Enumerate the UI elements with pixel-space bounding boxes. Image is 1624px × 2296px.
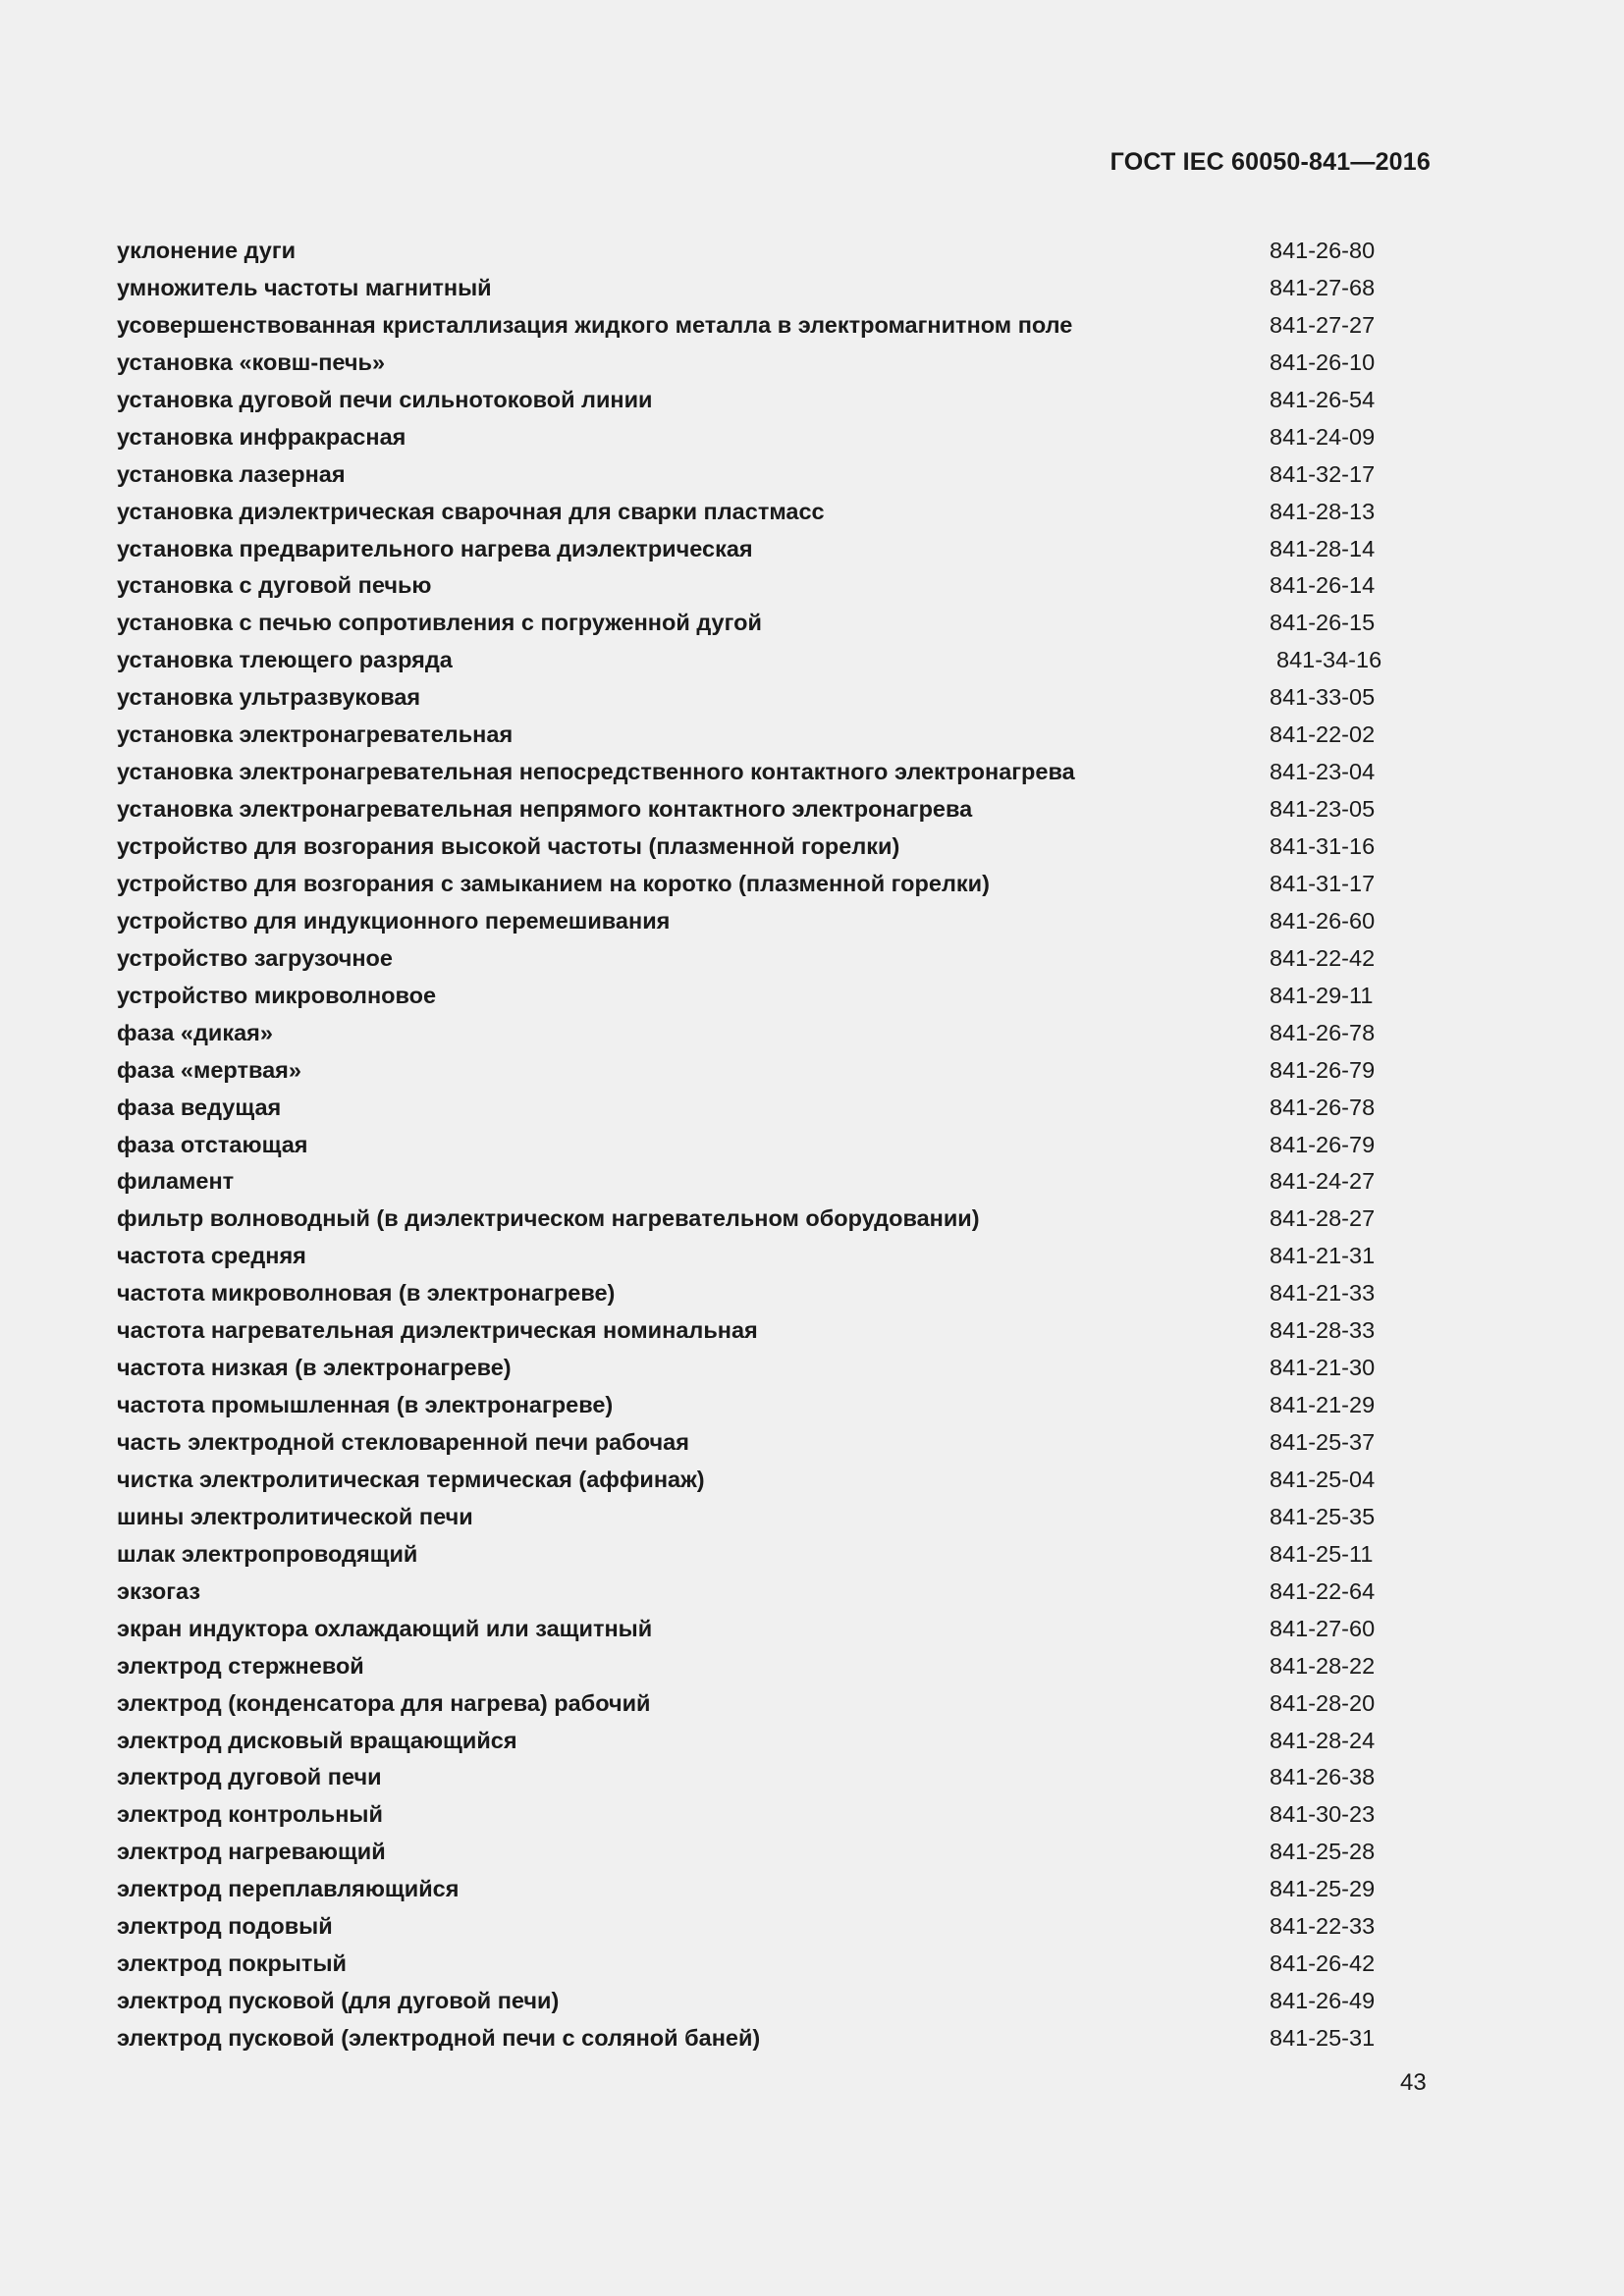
index-code: 841-22-64 [1270, 1577, 1376, 1604]
index-term: фильтр волноводный (в диэлектрическом нагревательном оборудовании) [117, 1205, 980, 1232]
index-code: 841-25-28 [1270, 1839, 1376, 1865]
index-code: 841-26-38 [1270, 1764, 1376, 1790]
index-row [117, 345, 1393, 382]
index-row [117, 1312, 1393, 1350]
index-code: 841-28-14 [1270, 535, 1376, 561]
index-code: 841-25-37 [1270, 1429, 1376, 1455]
index-row [117, 1275, 1393, 1312]
index-code: 841-28-13 [1270, 498, 1376, 524]
index-code: 841-26-79 [1270, 1056, 1376, 1083]
index-row [117, 978, 1393, 1015]
index-term: частота низкая (в электронагреве) [117, 1355, 512, 1381]
index-code: 841-30-23 [1270, 1801, 1376, 1828]
index-row [117, 456, 1393, 494]
index-term: установка предварительного нагрева диэлектрическая [117, 535, 753, 561]
index-code: 841-22-02 [1270, 721, 1376, 748]
index-row [117, 1574, 1393, 1611]
index-term: установка с печью сопротивления с погруженной дугой [117, 610, 762, 636]
index-code: 841-31-17 [1270, 870, 1376, 896]
index-code: 841-23-05 [1270, 796, 1376, 823]
index-row [117, 531, 1393, 568]
index-row [117, 1834, 1393, 1871]
index-term: электрод пусковой (электродной печи с соляной баней) [117, 2025, 761, 2051]
index-row [117, 940, 1393, 978]
index-code: 841-26-49 [1270, 1988, 1376, 2014]
index-row [117, 903, 1393, 940]
index-code: 841-25-04 [1270, 1466, 1376, 1492]
index-code: 841-26-15 [1270, 610, 1376, 636]
index-row [117, 1871, 1393, 1908]
index-code: 841-25-35 [1270, 1503, 1376, 1529]
index-row [117, 1499, 1393, 1536]
index-term: электрод нагревающий [117, 1839, 386, 1865]
index-code: 841-24-27 [1270, 1168, 1376, 1195]
index-code: 841-21-29 [1270, 1392, 1376, 1418]
index-code: 841-28-22 [1270, 1652, 1376, 1679]
index-term: устройство для индукционного перемешивания [117, 907, 671, 934]
index-row [117, 791, 1393, 828]
index-term: устройство для возгорания с замыканием на коротко (плазменной горелки) [117, 870, 990, 896]
index-term: электрод дуговой печи [117, 1764, 382, 1790]
index-term: шлак электропроводящий [117, 1540, 418, 1567]
index-row [117, 1015, 1393, 1052]
index-row [117, 1424, 1393, 1462]
index-code: 841-28-20 [1270, 1689, 1376, 1716]
index-row [117, 679, 1393, 717]
index-code: 841-28-33 [1270, 1317, 1376, 1344]
index-code: 841-26-54 [1270, 386, 1376, 412]
index-term: установка ультразвуковая [117, 684, 421, 711]
index-code: 841-27-68 [1270, 274, 1376, 300]
index-code: 841-26-10 [1270, 348, 1376, 375]
index-term: электрод контрольный [117, 1801, 383, 1828]
index-row [117, 1685, 1393, 1723]
index-term: фаза ведущая [117, 1094, 282, 1120]
index-row [117, 233, 1393, 270]
index-term: экзогаз [117, 1577, 201, 1604]
index-code: 841-25-11 [1270, 1540, 1374, 1567]
index-code: 841-22-33 [1270, 1913, 1376, 1940]
index-code: 841-26-78 [1270, 1094, 1376, 1120]
index-code: 841-33-05 [1270, 684, 1376, 711]
index-term: установка дуговой печи сильнотоковой линии [117, 386, 653, 412]
index-row [117, 1163, 1393, 1201]
index-code: 841-26-60 [1270, 907, 1376, 934]
index-row [117, 1201, 1393, 1238]
index-term: устройство загрузочное [117, 944, 393, 971]
index-term: электрод покрытый [117, 1950, 347, 1977]
index-term: установка электронагревательная непрямого контактного электронагрева [117, 796, 973, 823]
index-term: шины электролитической печи [117, 1503, 473, 1529]
index-row [117, 1723, 1393, 1760]
index-row [117, 1611, 1393, 1648]
index-term: частота микроволновая (в электронагреве) [117, 1280, 616, 1307]
index-term: установка диэлектрическая сварочная для сварки пластмасс [117, 498, 825, 524]
index-row [117, 1387, 1393, 1424]
index-term: электрод дисковый вращающийся [117, 1727, 517, 1753]
index-code: 841-24-09 [1270, 423, 1376, 450]
index-row [117, 1127, 1393, 1164]
index-row [117, 1052, 1393, 1090]
index-row [117, 494, 1393, 531]
term-index-list [117, 233, 1393, 2057]
index-code: 841-29-11 [1270, 982, 1374, 1008]
index-code: 841-27-60 [1270, 1615, 1376, 1641]
index-row [117, 307, 1393, 345]
index-row [117, 1759, 1393, 1796]
index-code: 841-23-04 [1270, 759, 1376, 785]
index-row [117, 567, 1393, 605]
index-row [117, 382, 1393, 419]
index-term: установка «ковш-печь» [117, 348, 386, 375]
index-code: 841-21-31 [1270, 1243, 1376, 1269]
index-row [117, 1090, 1393, 1127]
index-row [117, 642, 1393, 679]
index-term: электрод подовый [117, 1913, 333, 1940]
index-term: установка электронагревательная [117, 721, 514, 748]
index-term: электрод (конденсатора для нагрева) рабочий [117, 1689, 651, 1716]
index-code: 841-26-42 [1270, 1950, 1376, 1977]
index-row [117, 1648, 1393, 1685]
index-code: 841-26-79 [1270, 1131, 1376, 1157]
index-code: 841-22-42 [1270, 944, 1376, 971]
index-row [117, 1462, 1393, 1499]
index-code: 841-28-27 [1270, 1205, 1376, 1232]
index-row [117, 754, 1393, 791]
index-row [117, 717, 1393, 754]
index-row [117, 1983, 1393, 2020]
index-code: 841-21-30 [1270, 1355, 1376, 1381]
page-number: 43 [1400, 2069, 1427, 2096]
index-term: установка электронагревательная непосредственного контактного электронагрева [117, 759, 1075, 785]
index-term: фаза отстающая [117, 1131, 308, 1157]
index-term: электрод переплавляющийся [117, 1876, 460, 1902]
index-code: 841-31-16 [1270, 833, 1376, 859]
index-row [117, 605, 1393, 642]
index-term: усовершенствованная кристаллизация жидкого металла в электромагнитном поле [117, 311, 1073, 338]
index-term: электрод стержневой [117, 1652, 364, 1679]
document-header: ГОСТ IEC 60050-841—2016 [1110, 148, 1431, 176]
index-row [117, 1350, 1393, 1387]
index-row [117, 270, 1393, 307]
index-code: 841-28-24 [1270, 1727, 1376, 1753]
index-code: 841-21-33 [1270, 1280, 1376, 1307]
index-term: установка инфракрасная [117, 423, 406, 450]
index-code: 841-26-78 [1270, 1019, 1376, 1045]
index-term: экран индуктора охлаждающий или защитный [117, 1615, 653, 1641]
index-term: установка тлеющего разряда [117, 647, 453, 673]
index-term: частота нагревательная диэлектрическая номинальная [117, 1317, 758, 1344]
index-term: частота промышленная (в электронагреве) [117, 1392, 614, 1418]
index-code: 841-27-27 [1270, 311, 1376, 338]
index-code: 841-26-14 [1270, 572, 1376, 599]
index-term: установка с дуговой печью [117, 572, 432, 599]
index-code: 841-34-16 [1276, 647, 1382, 673]
index-row [117, 1238, 1393, 1275]
index-term: фаза «мертвая» [117, 1056, 301, 1083]
index-term: чистка электролитическая термическая (аффинаж) [117, 1466, 705, 1492]
index-row [117, 1908, 1393, 1946]
index-row [117, 1796, 1393, 1834]
index-row [117, 866, 1393, 903]
index-row [117, 1536, 1393, 1574]
index-code: 841-32-17 [1270, 460, 1376, 487]
index-code: 841-26-80 [1270, 238, 1376, 263]
index-term: фаза «дикая» [117, 1019, 273, 1045]
index-code: 841-25-31 [1270, 2025, 1376, 2051]
index-term: филамент [117, 1168, 235, 1195]
index-term: установка лазерная [117, 460, 346, 487]
index-term: уклонение дуги [117, 238, 297, 263]
index-row [117, 2020, 1393, 2057]
index-row [117, 1946, 1393, 1983]
index-term: устройство для возгорания высокой частоты (плазменной горелки) [117, 833, 900, 859]
index-term: умножитель частоты магнитный [117, 274, 492, 300]
index-term: устройство микроволновое [117, 982, 437, 1008]
index-row [117, 419, 1393, 456]
index-term: частота средняя [117, 1243, 306, 1269]
index-term: электрод пусковой (для дуговой печи) [117, 1988, 560, 2014]
index-term: часть электродной стекловаренной печи рабочая [117, 1429, 689, 1455]
index-row [117, 828, 1393, 866]
index-code: 841-25-29 [1270, 1876, 1376, 1902]
